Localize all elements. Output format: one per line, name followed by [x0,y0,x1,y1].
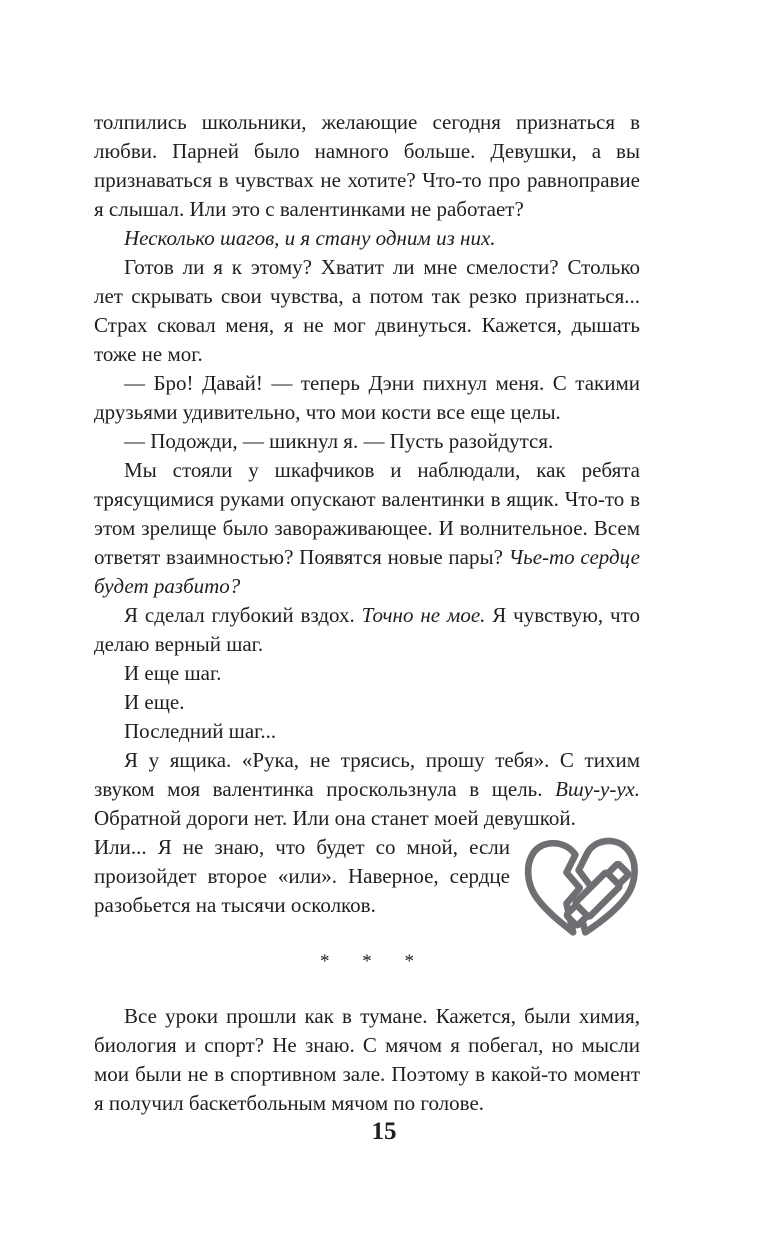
broken-heart-icon [524,837,640,939]
paragraph-inner-thought: Несколько шагов, и я стану одним из них. [124,226,496,250]
paragraph: Все уроки прошли как в тумане. Кажется, были химия, биология и спорт? Не знаю. С мячом я побегал, но мысли мои были не в спортивном зале. Поэтому в какой-то момент я получил баскетбольным мячом по голове. [94,1004,640,1115]
paragraph: Последний шаг... [124,719,277,743]
italic-segment: Вшу-у-ух. [555,777,640,801]
text-segment: Обратной дороги нет. Или она станет моей девушкой. [94,806,576,830]
italic-segment: Точно не мое. [361,603,486,627]
paragraph [94,456,640,601]
paragraph: толпились школьники, желающие сегодня признаться в любви. Парней было намного больше. Девушки, а вы признаваться в чувствах не хотите? Что-то про равноправие я слышал. Или это с валентинками не работает? [94,110,640,221]
page-number: 15 [371,1118,397,1145]
italic-segment: Чье-то сердце будет разбито? [94,545,640,598]
text-segment: Я сделал глубокий вздох. [124,603,362,627]
text-segment: Мы стояли у шкафчиков и наблюдали, как ребята трясущимися руками опускают валентинки в ящик. Что-то в этом зрелище было завораживающее. И волнительное. Всем ответят взаимностью? Появятся новые пары? [94,458,640,569]
paragraph-dialogue: — Подожди, — шикнул я. — Пусть разойдутся. [124,429,554,453]
paragraph-dialogue: — Бро! Давай! — теперь Дэни пихнул меня. С такими друзьями удивительно, что мои кости все еще целы. [94,371,640,424]
paragraph: Готов ли я к этому? Хватит ли мне смелости? Столько лет скрывать свои чувства, а потом так резко признаться... Страх сковал меня, я не мог двинуться. Кажется, дышать тоже не мог. [94,255,640,366]
text-segment: Я чувствую, что делаю верный шаг. [94,603,640,656]
paragraph: И еще шаг. [124,661,222,685]
text-segment: Я у ящика. «Рука, не трясись, прошу тебя». С тихим звуком моя валентинка проскользнула в щель. [94,748,640,801]
section-separator: * * * [320,951,428,972]
paragraph: И еще. [124,690,185,714]
page-text-block [94,108,640,1118]
paragraph [94,601,640,659]
paragraph [94,746,640,833]
paragraph-with-illustration [94,833,640,920]
paragraph: Или... Я не знаю, что будет со мной, если произойдет второе «или». Наверное, сердце разобьется на тысячи осколков. [94,835,510,917]
broken-heart-illustration [524,837,640,939]
